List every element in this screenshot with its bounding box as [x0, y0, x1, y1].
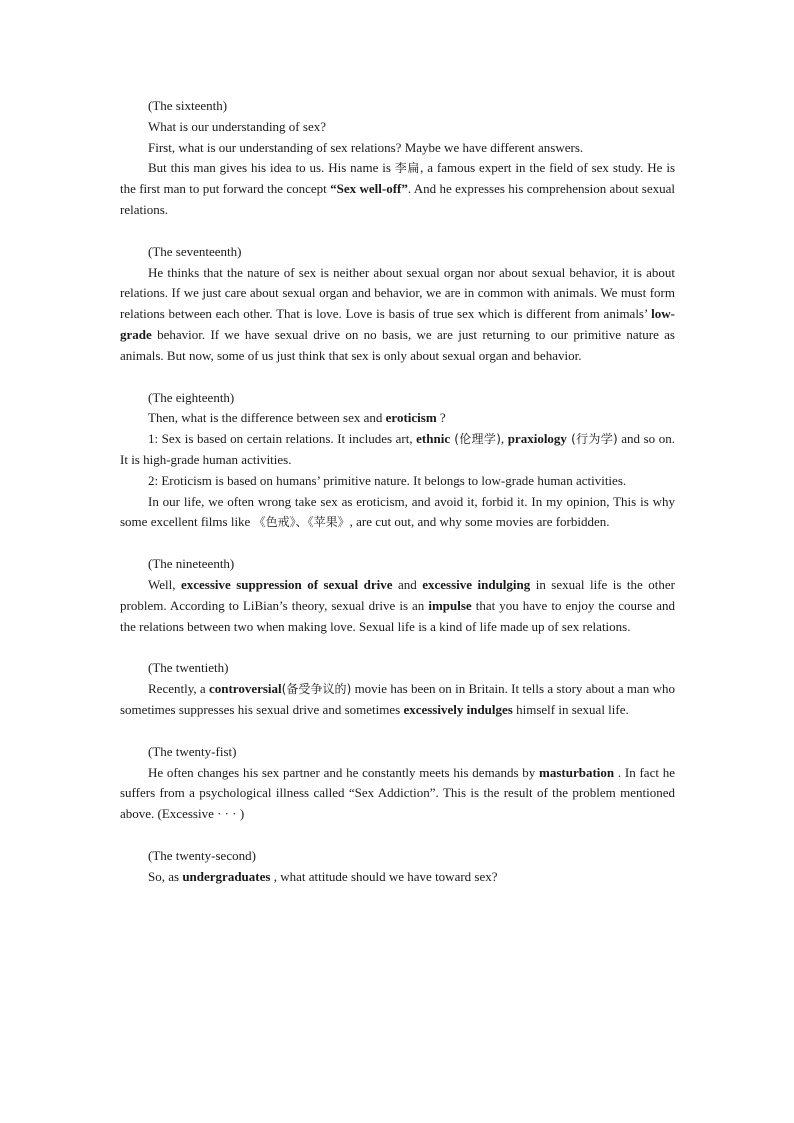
chinese-film-titles: 《色戒》、《苹果》 [253, 515, 350, 530]
chinese-gloss: (行为学) [566, 432, 618, 447]
bold-term: excessive suppression of sexual drive [180, 576, 393, 592]
paragraph: He often changes his sex partner and he constantly meets his demands by masturbation . In fact he suffers from a psychological illness called “Sex Addiction”. This is the result of the problem mentioned above. (Excessive · · · ) [120, 764, 675, 822]
section-heading: (The seventeenth) [148, 243, 242, 259]
section-twentieth [120, 658, 675, 720]
section-heading: (The eighteenth) [148, 389, 235, 405]
section-heading: (The sixteenth) [148, 98, 228, 113]
bold-term: “Sex well-off” [330, 181, 408, 197]
section-sixteenth [120, 96, 675, 221]
paragraph: So, as undergraduates , what attitude should we have toward sex? [148, 868, 498, 884]
bold-term: masturbation [539, 764, 615, 780]
paragraph: What is our understanding of sex? [148, 118, 326, 134]
section-heading: (The twenty-second) [148, 847, 256, 863]
document-page [120, 96, 675, 909]
section-heading: (The twenty-fist) [148, 743, 237, 759]
bold-term: praxiology [507, 431, 567, 447]
paragraph: Recently, a controversial(备受争议的) movie has been on in Britain. It tells a story about a man who sometimes suppresses his sexual drive and sometimes excessively indulges himself in sexual life. [120, 681, 675, 717]
bold-term: excessively indulges [403, 701, 513, 717]
chinese-gloss: (备受争议的) [281, 682, 352, 697]
paragraph: Well, excessive suppression of sexual drive and excessive indulging in sexual life is the other problem. According to LiBian’s theory, sexual drive is an impulse that you have to enjoy the course and the relations between two when making love. Sexual life is a kind of life made up of sex relations. [120, 576, 676, 634]
paragraph: He thinks that the nature of sex is neither about sexual organ nor about sexual behavior, it is about relations. If we just care about sexual organ and behavior, we are in common with animals. We must form relations between each other. That is love. Love is basis of true sex which is different from animals’ low-grade behavior. If we have sexual drive on no basis, we are just returning to our primitive nature as animals. But now, some of us just think that sex is only about sexual organ and behavior. [120, 264, 675, 363]
bold-term: impulse [428, 597, 472, 613]
section-seventeenth [120, 242, 675, 367]
bold-term: controversial [208, 681, 282, 697]
bold-term: undergraduates [182, 868, 271, 884]
paragraph: First, what is our understanding of sex relations? Maybe we have different answers. [148, 139, 584, 155]
chinese-gloss: (伦理学) [450, 432, 501, 447]
section-twenty-second [120, 846, 675, 888]
section-heading: (The nineteenth) [148, 556, 235, 572]
section-nineteenth [120, 554, 675, 637]
chinese-name: 李扁 [394, 161, 421, 176]
bold-term: ethnic [416, 431, 451, 447]
paragraph: But this man gives his idea to us. His name is 李扁, a famous expert in the field of sex study. He is the first man to put forward the concept “Sex well-off”. And he expresses his comprehension about sexual relations. [120, 160, 675, 217]
section-twenty-first [120, 742, 675, 825]
bold-term: excessive indulging [422, 576, 531, 592]
section-heading: (The twentieth) [148, 660, 229, 676]
bold-term: low-grade [120, 306, 675, 342]
section-eighteenth [120, 388, 675, 534]
paragraph: 1: Sex is based on certain relations. It includes art, ethnic (伦理学), praxiology (行为学) and so on. It is high-grade human activities. [120, 431, 675, 467]
paragraph: In our life, we often wrong take sex as eroticism, and avoid it, forbid it. In my opinion, This is why some excellent films like 《色戒》、《苹果》, are cut out, and why some movies are forbidden. [120, 493, 675, 530]
bold-term: eroticism [385, 410, 437, 426]
paragraph: 2: Eroticism is based on humans’ primitive nature. It belongs to low-grade human activities. [148, 472, 627, 488]
paragraph: Then, what is the difference between sex and eroticism ? [148, 410, 446, 426]
